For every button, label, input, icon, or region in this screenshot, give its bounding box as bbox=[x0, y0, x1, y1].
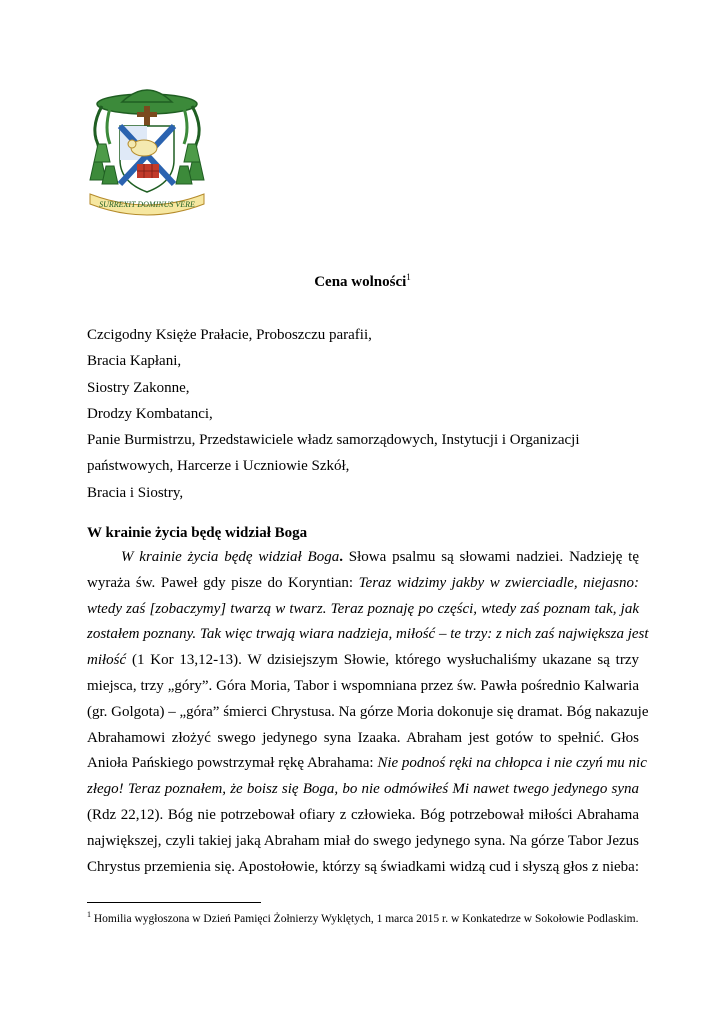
title-text: Cena wolności bbox=[314, 274, 407, 290]
body-line bbox=[87, 803, 639, 829]
body-line bbox=[87, 751, 647, 777]
body-line bbox=[87, 855, 639, 881]
body-line bbox=[87, 571, 639, 597]
body-text-run: (1 Kor 13,12-13). W dzisiejszym Słowie, którego wysłuchaliśmy ukazane są trzy bbox=[126, 652, 639, 669]
body-text-run: miłość bbox=[87, 652, 127, 669]
body-text-run: Słowa psalmu są słowami nadziei. Nadzieję tę bbox=[348, 549, 640, 565]
body-text-run: wtedy zaś [zobaczymy] twarzą w twarz. Teraz poznaję po części, wtedy zaś poznam tak, jak bbox=[87, 600, 639, 617]
section-heading: W krainie życia będę widział Boga bbox=[87, 525, 308, 541]
body-text-run: miejsca, trzy „góry”. Góra Moria, Tabor i wspomniana przez św. Pawła pośrednio Kalwaria bbox=[87, 677, 639, 694]
footnote bbox=[87, 908, 639, 926]
body-line bbox=[87, 700, 649, 726]
body-text-run: Anioła Pańskiego powstrzymał rękę Abrahama: bbox=[87, 755, 378, 772]
greeting-list bbox=[87, 322, 642, 506]
body-text-run: zostałem poznany. Tak więc trwają wiara nadzieja, miłość – te trzy: z nich zaś największa jest bbox=[87, 626, 649, 643]
body-line bbox=[87, 726, 639, 752]
body-line bbox=[87, 597, 639, 623]
body-text-run: wyraża św. Paweł gdy pisze do Koryntian: bbox=[87, 574, 359, 591]
body-line bbox=[87, 648, 639, 674]
greeting-line: Czcigodny Księże Prałacie, Proboszczu parafii, bbox=[87, 327, 372, 343]
title-footnote-mark: 1 bbox=[406, 272, 411, 282]
body-text-run: (gr. Golgota) – „góra” śmierci Chrystusa. Na górze Moria dokonuje się dramat. Bóg nakazuje bbox=[87, 703, 649, 720]
body-text-run: W krainie życia będę widział Boga bbox=[121, 549, 340, 565]
footnote-divider bbox=[87, 902, 261, 903]
greeting-line: Siostry Zakonne, bbox=[87, 379, 190, 396]
body-line bbox=[87, 622, 649, 648]
body-text-run: Nie podnoś ręki na chłopca i nie czyń mu nic bbox=[377, 755, 647, 772]
body-text-run: . bbox=[339, 549, 349, 565]
greeting-line: Bracia i Siostry, bbox=[87, 484, 184, 501]
body-line bbox=[87, 545, 639, 571]
greeting-line: Panie Burmistrzu, Przedstawiciele władz samorządowych, Instytucji i Organizacji bbox=[87, 432, 580, 449]
footnote-text: Homilia wygłoszona w Dzień Pamięci Żołnierzy Wyklętych, 1 marca 2015 r. w Konkatedrze w Sokołowie Podlaskim. bbox=[93, 912, 639, 925]
coat-of-arms-icon bbox=[82, 84, 212, 216]
body-text-run: Abrahamowi złożyć swego jedynego syna Izaaka. Abraham jest gotów to spełnić. Głos bbox=[87, 729, 639, 746]
body-text-run: złego! Teraz poznałem, że boisz się Boga, bo nie odmówiłeś Mi nawet twego jedynego syna bbox=[87, 781, 639, 798]
body-line bbox=[87, 674, 639, 700]
body-line bbox=[87, 777, 639, 803]
body-text-run: Teraz widzimy jakby w zwierciadle, niejasno: bbox=[358, 574, 639, 591]
body-text-run: największej, czyli takiej jaką Abraham miał do swego jedynego syna. Na górze Tabor Jezus bbox=[87, 832, 639, 849]
footnote-mark: 1 bbox=[87, 910, 91, 919]
body-paragraph bbox=[87, 545, 649, 880]
motto-text: SURREXIT DOMINUS VERE bbox=[99, 200, 195, 209]
greeting-line: państwowych, Harcerze i Uczniowie Szkół, bbox=[87, 458, 350, 475]
greeting-line: Bracia Kapłani, bbox=[87, 353, 182, 370]
document-title bbox=[0, 272, 725, 292]
body-text-run: Chrystus przemienia się. Apostołowie, którzy są świadkami widzą cud i słyszą głos z nieba: bbox=[87, 858, 639, 875]
greeting-line: Drodzy Kombatanci, bbox=[87, 405, 213, 422]
body-line bbox=[87, 829, 639, 855]
body-text-run: (Rdz 22,12). Bóg nie potrzebował ofiary z człowieka. Bóg potrzebował miłości Abrahama bbox=[87, 806, 639, 823]
